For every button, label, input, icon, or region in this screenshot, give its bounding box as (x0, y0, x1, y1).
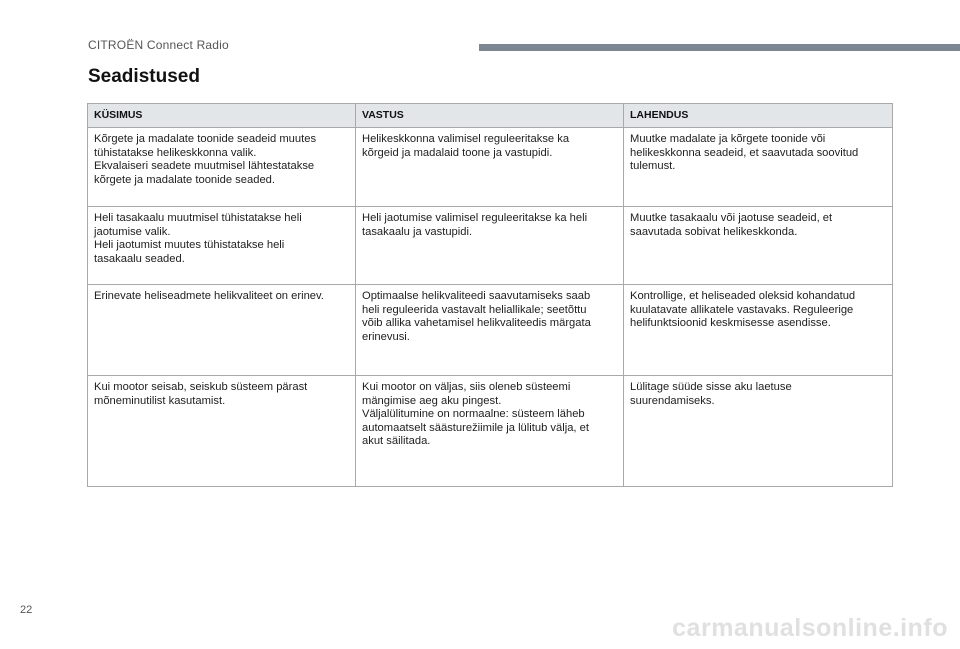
cell-line: Heli jaotumist muutes tühistatakse heli (94, 239, 285, 252)
cell-line: tasakaalu ja vastupidi. (362, 225, 473, 238)
cell-line: erinevusi. (362, 330, 410, 343)
table-row (88, 128, 893, 207)
cell-line: mõneminutilist kasutamist. (94, 394, 226, 407)
cell-line: saavutada sobivat helikeskkonda. (630, 225, 798, 238)
question-cell (88, 128, 356, 207)
answer-cell (356, 207, 624, 285)
cell-line: Kui mootor on väljas, siis oleneb süsteemi (362, 381, 571, 393)
solution-cell (624, 207, 893, 285)
cell-line: Heli tasakaalu muutmisel tühistatakse heli (94, 212, 302, 224)
cell-line: automaatselt säästurežiimile ja lülitub välja, et (362, 421, 589, 434)
troubleshooting-table (87, 103, 893, 487)
cell-line: jaotumise valik. (94, 225, 171, 238)
page-number: 22 (20, 604, 33, 616)
solution-cell (624, 128, 893, 207)
cell-line: helikeskkonna seadeid, et saavutada soovitud (630, 146, 859, 159)
question-cell (88, 285, 356, 376)
question-cell (88, 376, 356, 487)
cell-line: tühistatakse helikeskkonna valik. (94, 146, 257, 159)
cell-line: Kui mootor seisab, seiskub süsteem pärast (94, 381, 308, 393)
table-row (88, 207, 893, 285)
solution-cell (624, 285, 893, 376)
cell-line: kuulatavate allikatele vastavaks. Reguleerige (630, 303, 854, 316)
cell-line: akut säilitada. (362, 435, 431, 448)
section-header: CITROËN Connect Radio (88, 38, 229, 52)
cell-line: mängimise aeg aku pingest. (362, 394, 502, 407)
cell-line: Optimaalse helikvaliteedi saavutamiseks saab (362, 290, 591, 302)
question-cell (88, 207, 356, 285)
cell-line: Ekvalaiseri seadete muutmisel lähtestatakse (94, 160, 315, 173)
solution-cell (624, 376, 893, 487)
cell-line: heli reguleerida vastavalt heliallikale; seetõttu (362, 303, 587, 316)
column-header-answer: VASTUS (356, 104, 624, 128)
cell-line: Helikeskkonna valimisel reguleeritakse ka (362, 133, 570, 145)
table-row (88, 376, 893, 487)
header-bar (479, 44, 960, 51)
cell-line: helifunktsioonid keskmisesse asendisse. (630, 317, 831, 330)
cell-line: Muutke madalate ja kõrgete toonide või (630, 133, 826, 145)
cell-line: Lülitage süüde sisse aku laetuse (630, 381, 792, 393)
cell-line: tasakaalu seaded. (94, 252, 185, 265)
table-header-row (88, 104, 893, 128)
watermark: carmanualsonline.info (672, 614, 948, 642)
cell-line: Väljalülitumine on normaalne: süsteem läheb (362, 408, 585, 421)
cell-line: tulemust. (630, 160, 676, 173)
cell-line: Kontrollige, et heliseaded oleksid kohandatud (630, 290, 856, 302)
answer-cell (356, 128, 624, 207)
cell-line: kõrgeid ja madalaid toone ja vastupidi. (362, 146, 553, 159)
table-row (88, 285, 893, 376)
cell-line: Erinevate heliseadmete helikvaliteet on erinev. (94, 290, 324, 302)
cell-line: Heli jaotumise valimisel reguleeritakse ka heli (362, 212, 588, 224)
column-header-question: KÜSIMUS (88, 104, 356, 128)
page-title: Seadistused (88, 66, 200, 87)
cell-line: võib allika vahetamisel helikvaliteedis märgata (362, 317, 591, 330)
cell-line: Muutke tasakaalu või jaotuse seadeid, et (630, 212, 833, 224)
cell-line: suurendamiseks. (630, 394, 715, 407)
column-header-solution: LAHENDUS (624, 104, 893, 128)
cell-line: kõrgete ja madalate toonide seaded. (94, 173, 275, 186)
cell-line: Kõrgete ja madalate toonide seadeid muutes (94, 133, 317, 145)
answer-cell (356, 376, 624, 487)
answer-cell (356, 285, 624, 376)
